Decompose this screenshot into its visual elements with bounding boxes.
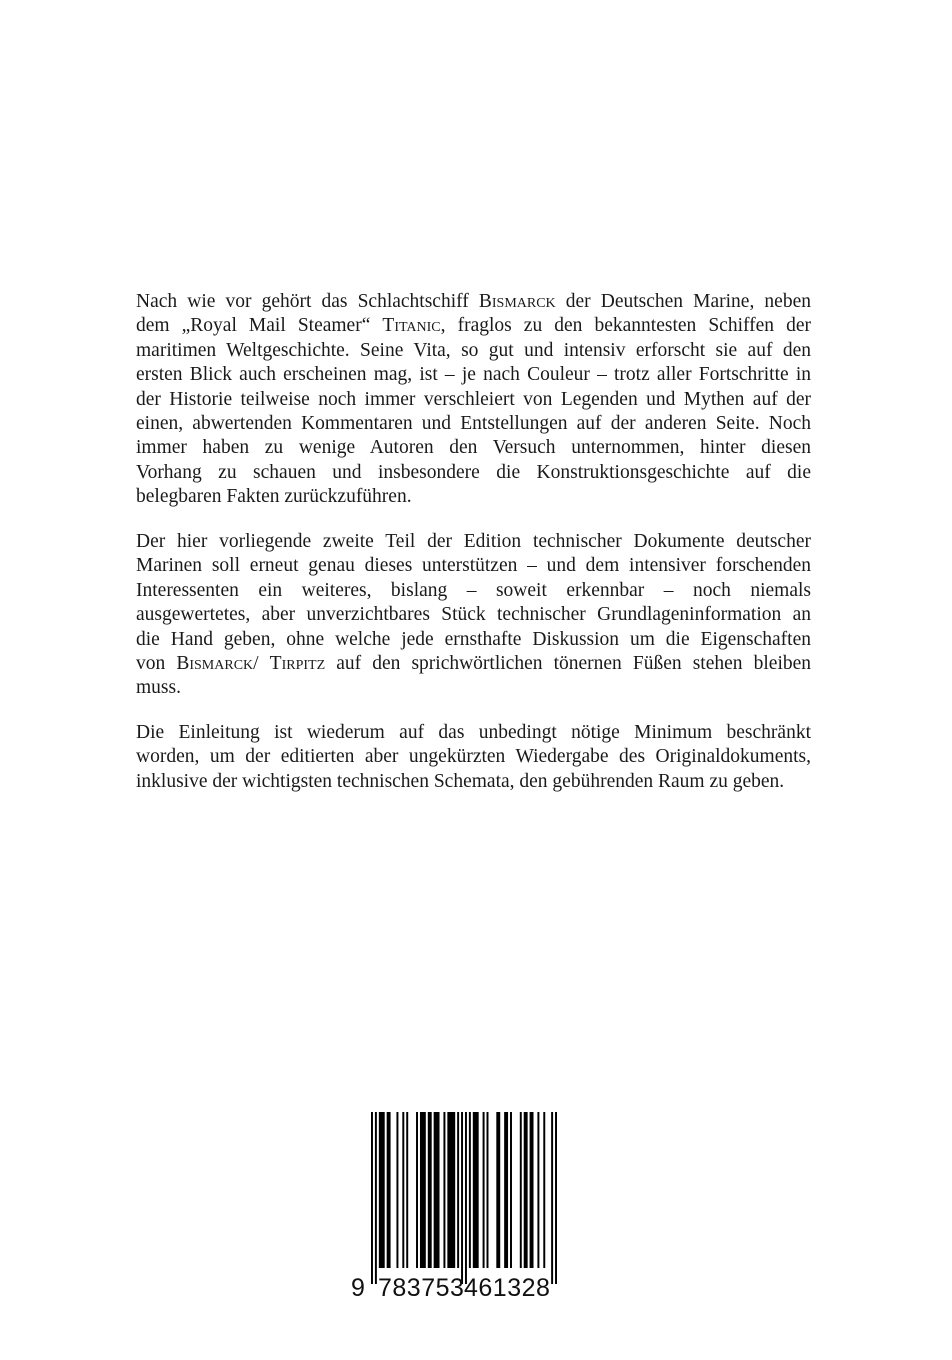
text-run: ersten Blick auch erscheinen mag, ist – je nach Couleur – trotz aller Fortschritte in [136, 364, 811, 386]
isbn-digit-first: 9 [351, 1274, 366, 1302]
text-line [136, 579, 811, 603]
barcode-guard-bar [465, 1112, 467, 1284]
barcode-bar [396, 1112, 398, 1268]
text-run: Interessenten ein weiteres, bislang – soweit erkennbar – noch niemals [136, 579, 811, 601]
text-run: muss. [136, 677, 181, 699]
text-line [136, 485, 811, 509]
text-run: der Historie teilweise noch immer verschleiert von Legenden und Mythen auf der [136, 388, 811, 410]
text-run: ausgewertetes, aber unverzichtbares Stück technischer Grundlageninformation an [136, 604, 811, 626]
text-line [136, 530, 811, 554]
barcode-bar [387, 1112, 391, 1268]
barcode-guard-bar [555, 1112, 557, 1284]
text-line [136, 652, 811, 676]
text-run: Der hier vorliegende zweite Teil der Edition technischer Dokumente deutscher [136, 531, 811, 552]
barcode-bar [402, 1112, 404, 1268]
barcode-bars [371, 1112, 557, 1284]
barcode-bar [504, 1112, 508, 1268]
text-run: / [253, 652, 270, 674]
text-line [136, 721, 811, 745]
text-line [136, 603, 811, 627]
text-line [136, 461, 811, 485]
barcode-guard-bar [461, 1112, 463, 1284]
barcode-bar [537, 1112, 539, 1268]
text-line [136, 412, 811, 436]
barcode-bar [416, 1112, 418, 1268]
text-line [136, 676, 811, 700]
barcode-bar [428, 1112, 432, 1268]
text-line [136, 554, 811, 578]
barcode-bar [524, 1112, 528, 1268]
text-line [136, 770, 811, 794]
text-run: dem „Royal Mail Steamer“ [136, 315, 383, 337]
barcode-bar [510, 1112, 512, 1268]
text-run: auf den sprichwörtlichen tönernen Füßen stehen bleiben [325, 652, 812, 674]
text-run: der Deutschen Marine, neben [555, 291, 811, 312]
text-line [136, 745, 811, 769]
text-line [136, 436, 811, 460]
text-line [136, 314, 811, 338]
text-line [136, 290, 811, 314]
blurb-paragraph-2 [136, 530, 811, 701]
isbn-number [349, 1272, 575, 1304]
text-run: , fraglos zu den bekanntesten Schiffen der [440, 315, 811, 337]
text-run: inklusive der wichtigsten technischen Schemata, den gebührenden Raum zu geben. [136, 770, 785, 792]
text-line [136, 339, 811, 363]
barcode-guard-bar [551, 1112, 553, 1284]
text-run: belegbaren Fakten zurückzuführen. [136, 486, 412, 508]
barcode-bar [530, 1112, 534, 1268]
ship-name: Bismarck [478, 291, 556, 312]
text-run: Marinen soll erneut genau dieses unterstützen – und dem intensiver forschenden [136, 555, 811, 577]
barcode-bar [469, 1112, 471, 1268]
text-line [136, 363, 811, 387]
isbn-barcode [349, 1112, 575, 1306]
barcode-bar [420, 1112, 426, 1268]
barcode-bar [447, 1112, 455, 1268]
blurb-paragraph-1 [136, 290, 811, 510]
blurb-paragraph-3 [136, 721, 811, 794]
text-run: die Hand geben, ohne welche jede ernsthafte Diskussion um die Eigenschaften [136, 628, 811, 650]
text-run: Die Einleitung ist wiederum auf das unbedingt nötige Minimum beschränkt [136, 722, 811, 743]
text-line [136, 628, 811, 652]
barcode-bar [406, 1112, 408, 1268]
barcode-bar [457, 1112, 459, 1268]
text-run: maritimen Weltgeschichte. Seine Vita, so gut und intensiv erforscht sie auf den [136, 339, 811, 361]
barcode-guard-bar [375, 1112, 377, 1284]
ship-name: Bismarck [176, 652, 254, 674]
text-line [136, 388, 811, 412]
ship-name: Tirpitz [269, 652, 326, 674]
text-run: Nach wie vor gehört das Schlachtschiff [136, 291, 479, 312]
text-run: immer haben zu wenige Autoren den Versuch unternommen, hinter diesen [136, 437, 811, 459]
text-run: Vorhang zu schauen und insbesondere die Konstruktionsgeschichte auf die [136, 461, 811, 483]
ship-name: Titanic [382, 315, 441, 337]
isbn-digits-left: 783753 [378, 1274, 465, 1302]
barcode-bar [379, 1112, 385, 1268]
barcode-guard-bar [371, 1112, 373, 1284]
barcode-bar [483, 1112, 485, 1268]
barcode-bar [473, 1112, 479, 1268]
barcode-bar [496, 1112, 500, 1268]
barcode-bar [443, 1112, 445, 1268]
barcode-bar [520, 1112, 522, 1268]
isbn-digits-right: 461328 [464, 1274, 551, 1302]
barcode-bar [434, 1112, 440, 1268]
text-run: von [136, 652, 177, 674]
barcode-bar [543, 1112, 545, 1268]
barcode-bar [487, 1112, 489, 1268]
text-run: worden, um der editierten aber ungekürzten Wiedergabe des Originaldokuments, [136, 746, 811, 768]
text-run: einen, abwertenden Kommentaren und Entstellungen auf der anderen Seite. Noch [136, 412, 811, 434]
